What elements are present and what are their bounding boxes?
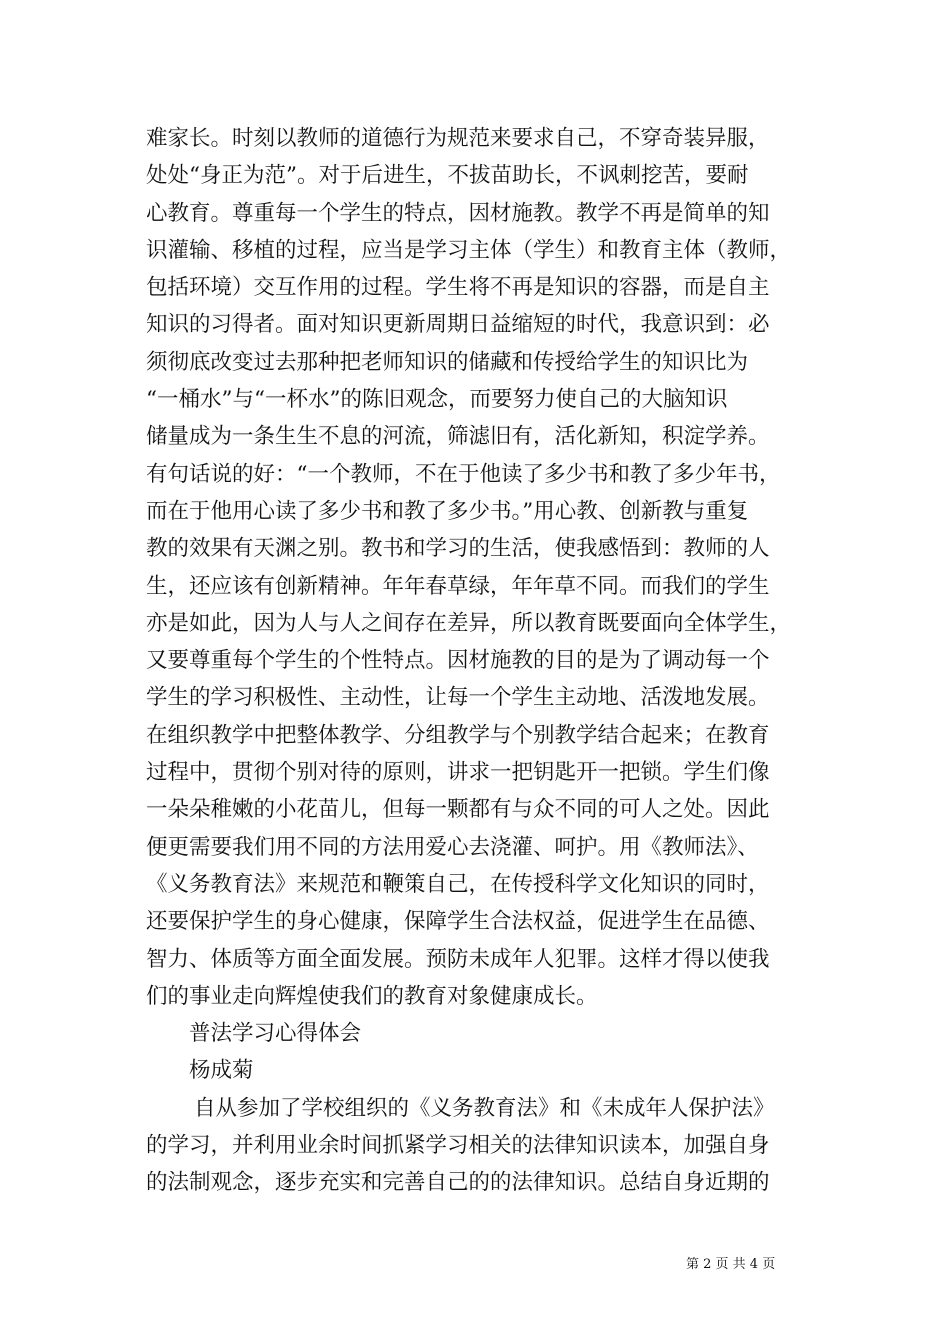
text-line: 处处“身正为范”。对于后进生，不拔苗助长，不讽刺挖苦，要耐 xyxy=(146,163,749,189)
text-line: 而在于他用心读了多少书和教了多少书。”用心教、创新教与重复 xyxy=(146,498,749,524)
body-text xyxy=(146,120,826,1202)
text-line: 学生的学习积极性、主动性，让每一个学生主动地、活泼地发展。 xyxy=(146,685,770,711)
page-number: 第 2 页 共 4 页 xyxy=(686,1257,776,1272)
text-line: 在组织教学中把整体教学、分组教学与个别教学结合起来；在教育 xyxy=(146,722,770,748)
text-line: 们的事业走向辉煌使我们的教育对象健康成长。 xyxy=(146,983,598,1009)
section-title: 普法学习心得体会 xyxy=(189,1021,362,1047)
text-line: 教的效果有天渊之别。教书和学习的生活，使我感悟到：教师的人 xyxy=(146,536,770,562)
text-line: 包括环境）交互作用的过程。学生将不再是知识的容器，而是自主 xyxy=(146,275,770,301)
text-line: 有句话说的好：“一个教师，不在于他读了多少书和教了多少年书， xyxy=(146,461,781,487)
text-line: 智力、体质等方面全面发展。预防未成年人犯罪。这样才得以使我 xyxy=(146,946,770,972)
text-line: 过程中，贯彻个别对待的原则，讲求一把钥匙开一把锁。学生们像 xyxy=(146,760,770,786)
text-line: 自从参加了学校组织的《义务教育法》和《未成年人保护法》 xyxy=(194,1095,775,1121)
text-line: 难家长。时刻以教师的道德行为规范来要求自己，不穿奇装异服， xyxy=(146,126,770,151)
text-line: 心教育。尊重每一个学生的特点，因材施教。教学不再是简单的知 xyxy=(146,200,770,226)
text-line: 又要尊重每个学生的个性特点。因材施教的目的是为了调动每一个 xyxy=(146,648,770,674)
text-line: 生，还应该有创新精神。年年春草绿，年年草不同。而我们的学生 xyxy=(146,573,770,599)
text-line: 须彻底改变过去那种把老师知识的储藏和传授给学生的知识比为 xyxy=(146,349,749,375)
text-line: 便更需要我们用不同的方法用爱心去浇灌、呵护。用《教师法》、 xyxy=(146,834,759,860)
text-line: 《义务教育法》来规范和鞭策自己，在传授科学文化知识的同时， xyxy=(146,871,770,897)
text-line: “一桶水”与“一杯水”的陈旧观念，而要努力使自己的大脑知识 xyxy=(146,387,728,413)
text-line: 的法制观念，逐步充实和完善自己的的法律知识。总结自身近期的 xyxy=(146,1170,770,1196)
text-line: 知识的习得者。面对知识更新周期日益缩短的时代，我意识到：必 xyxy=(146,312,770,338)
text-line: 还要保护学生的身心健康，保障学生合法权益，促进学生在品德、 xyxy=(146,909,770,935)
text-line: 的学习，并利用业余时间抓紧学习相关的法律知识读本，加强自身 xyxy=(146,1133,770,1159)
text-line: 识灌输、移植的过程，应当是学习主体（学生）和教育主体（教师， xyxy=(146,237,792,263)
author-name: 杨成菊 xyxy=(189,1058,254,1084)
text-line: 亦是如此，因为人与人之间存在差异，所以教育既要面向全体学生， xyxy=(146,610,792,636)
text-line: 储量成为一条生生不息的河流，筛滤旧有，活化新知，积淀学养。 xyxy=(146,424,770,450)
text-line: 一朵朵稚嫩的小花苗儿，但每一颗都有与众不同的可人之处。因此 xyxy=(146,797,770,823)
